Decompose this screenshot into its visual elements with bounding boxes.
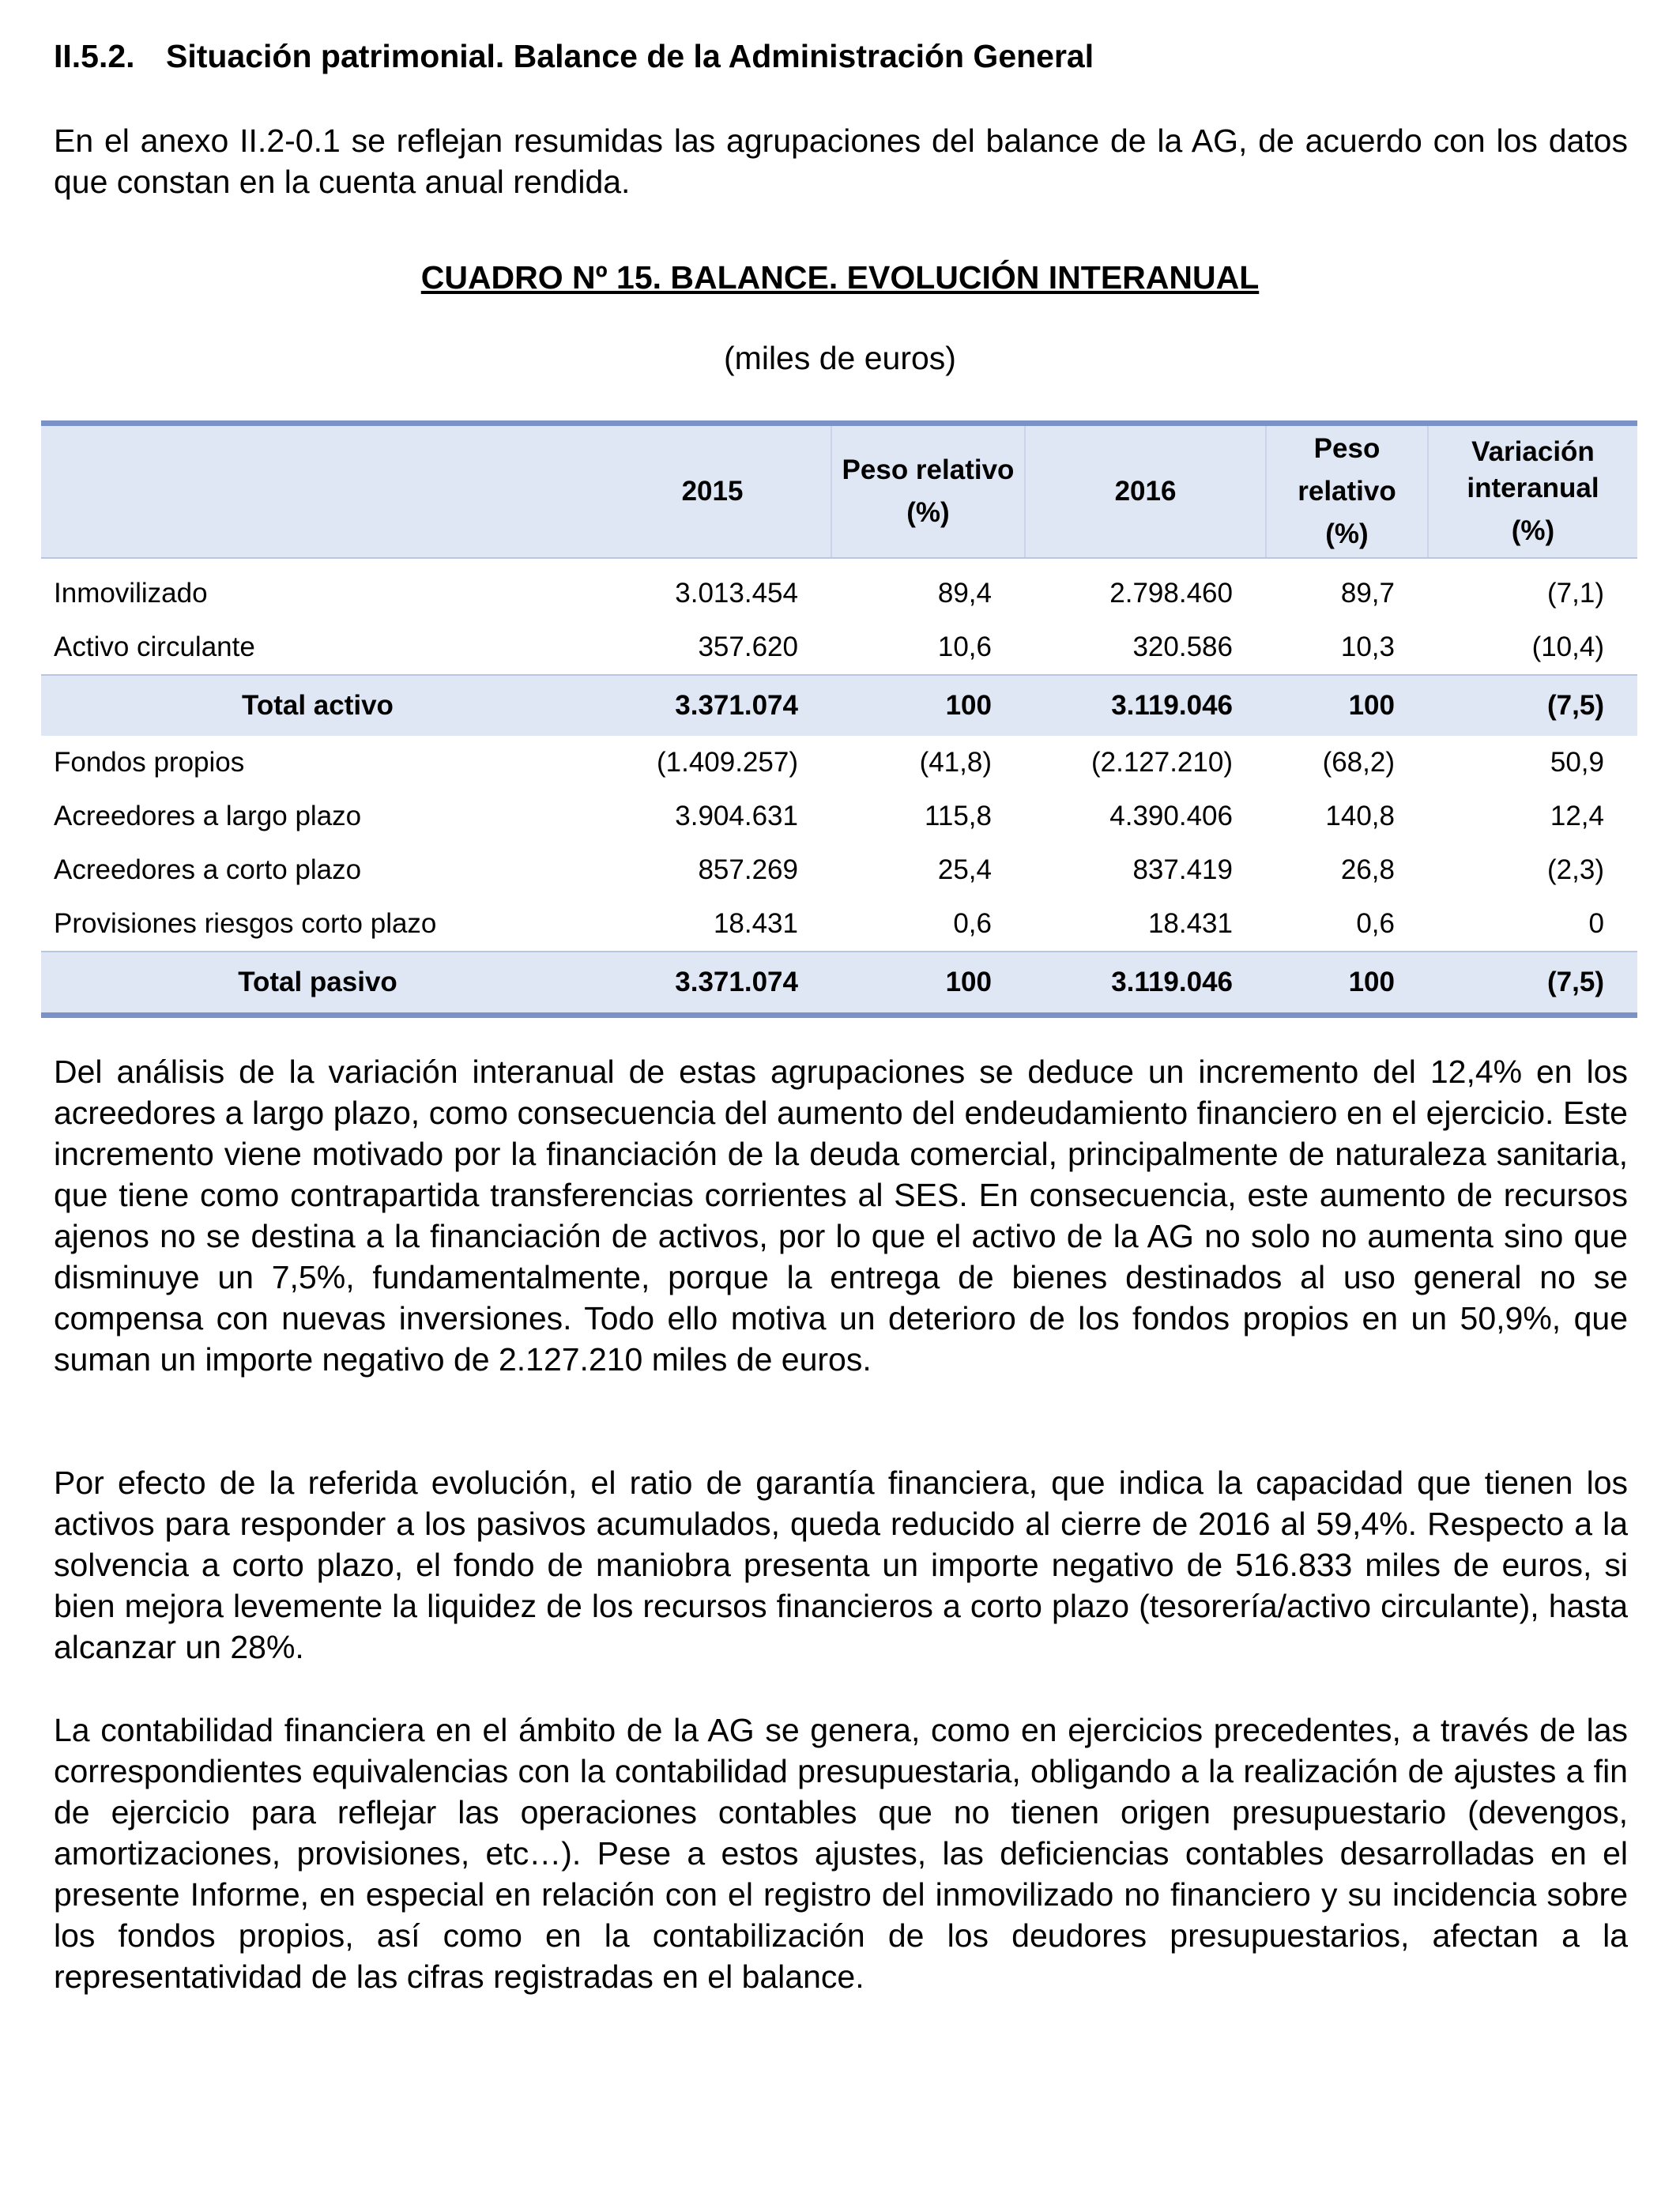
cell-value: 3.371.074 <box>594 952 831 1016</box>
table-header-row <box>41 424 1637 558</box>
cell-value: 10,6 <box>937 631 992 662</box>
cell-value: 3.371.074 <box>594 675 831 736</box>
cell-value: 10,3 <box>1340 631 1395 662</box>
header-peso-2015 <box>831 424 1025 558</box>
cell-value: (1.409.257) <box>656 746 798 778</box>
table-row <box>41 790 1637 843</box>
cell-value: 4.390.406 <box>1109 800 1233 831</box>
header-line: interanual <box>1467 472 1599 503</box>
header-2015: 2015 <box>594 424 831 558</box>
table-row-total-activo <box>41 675 1637 736</box>
cell-value: 26,8 <box>1340 854 1395 885</box>
balance-table <box>41 420 1637 1018</box>
cell-value: 837.419 <box>1132 854 1233 885</box>
header-empty <box>41 424 594 558</box>
row-label: Acreedores a largo plazo <box>54 800 362 831</box>
header-2016: 2016 <box>1025 424 1266 558</box>
cell-value: 3.013.454 <box>675 577 798 609</box>
table-row <box>41 843 1637 897</box>
table-row <box>41 897 1637 952</box>
section-number: II.5.2. <box>54 38 135 74</box>
header-line: Peso relativo <box>1298 432 1396 507</box>
table-title: CUADRO Nº 15. BALANCE. EVOLUCIÓN INTERANUAL <box>420 259 1260 296</box>
section-heading <box>54 38 1094 75</box>
cell-value: 89,4 <box>937 577 992 609</box>
body-paragraph-1: Del análisis de la variación interanual de estas agrupaciones se deduce un incremento del 12,4% en los acreedores a largo plazo, como consecuencia del aumento del endeudamiento financiero en el ejercicio. Este incremento viene motivado por la financiación de la deuda comercial, principalmente de naturaleza sanitaria, que tiene como contrapartida transferencias corrientes al SES. En consecuencia, este aumento de recursos ajenos no se destina a la financiación de activos, por lo que el activo de la AG no solo no aumenta sino que disminuye un 7,5%, fundamentalmente, porque la entrega de bienes destinados al uso general no se compensa con nuevas inversiones. Todo ello motiva un deterioro de los fondos propios en un 50,9%, que suman un importe negativo de 2.127.210 miles de euros. <box>54 1054 1628 1378</box>
cell-value: (68,2) <box>1322 746 1395 778</box>
cell-value: 140,8 <box>1325 800 1395 831</box>
cell-value: 12,4 <box>1550 800 1604 831</box>
header-line: (%) <box>906 496 950 528</box>
row-label: Activo circulante <box>54 631 255 662</box>
header-line: Variación <box>1471 435 1595 467</box>
row-label: Total pasivo <box>41 952 594 1016</box>
cell-value: 100 <box>831 952 1025 1016</box>
cell-value: 3.119.046 <box>1025 675 1266 736</box>
cell-value: 25,4 <box>937 854 992 885</box>
cell-value: 100 <box>1266 952 1428 1016</box>
body-paragraph-3: La contabilidad financiera en el ámbito de la AG se genera, como en ejercicios precedentes, a través de las correspondientes equivalencias con la contabilidad presupuestaria, obligando a la realización de ajustes a fin de ejercicio para reflejar las operaciones contables que no tienen origen presupuestario (devengos, amortizaciones, provisiones, etc…). Pese a estos ajustes, las deficiencias contables desarrolladas en el presente Informe, en especial en relación con el registro del inmovilizado no financiero y su incidencia sobre los fondos propios, así como en la contabilización de los deudores presupuestarios, afectan a la representatividad de las cifras registradas en el balance. <box>54 1712 1628 1995</box>
table-row <box>41 736 1637 790</box>
cell-value: 50,9 <box>1550 746 1604 778</box>
cell-value: (10,4) <box>1531 631 1604 662</box>
cell-value: (7,5) <box>1428 952 1637 1016</box>
cell-value: (7,5) <box>1428 675 1637 736</box>
row-label: Inmovilizado <box>54 577 208 609</box>
body-paragraph-2: Por efecto de la referida evolución, el ratio de garantía financiera, que indica la capacidad que tienen los activos para responder a los pasivos acumulados, queda reducido al cierre de 2016 al 59,4%. Respecto a la solvencia a corto plazo, el fondo de maniobra presenta un importe negativo de 516.833 miles de euros, si bien mejora levemente la liquidez de los recursos financieros a corto plazo (tesorería/activo circulante), hasta alcanzar un 28%. <box>54 1465 1628 1665</box>
header-peso-2016 <box>1266 424 1428 558</box>
cell-value: 357.620 <box>698 631 798 662</box>
intro-paragraph: En el anexo II.2-0.1 se reflejan resumidas las agrupaciones del balance de la AG, de acuerdo con los datos que constan en la cuenta anual rendida. <box>54 123 1628 200</box>
header-line: Peso relativo <box>842 454 1015 485</box>
cell-value: 18.431 <box>713 907 798 939</box>
cell-value: (2,3) <box>1547 854 1604 885</box>
cell-value: (2.127.210) <box>1090 746 1233 778</box>
header-line: (%) <box>1325 518 1369 549</box>
cell-value: 320.586 <box>1132 631 1233 662</box>
cell-value: 0 <box>1588 907 1604 939</box>
cell-value: 857.269 <box>698 854 798 885</box>
header-line: (%) <box>1511 515 1555 546</box>
table-row <box>41 558 1637 620</box>
cell-value: 100 <box>1266 675 1428 736</box>
cell-value: 3.904.631 <box>675 800 798 831</box>
header-variacion <box>1428 424 1637 558</box>
cell-value: 3.119.046 <box>1025 952 1266 1016</box>
row-label: Fondos propios <box>54 746 245 778</box>
cell-value: 89,7 <box>1340 577 1395 609</box>
row-label: Total activo <box>41 675 594 736</box>
row-label: Acreedores a corto plazo <box>54 854 362 885</box>
table-row <box>41 620 1637 675</box>
cell-value: 100 <box>831 675 1025 736</box>
table-row-total-pasivo <box>41 952 1637 1016</box>
cell-value: 0,6 <box>953 907 992 939</box>
cell-value: (41,8) <box>919 746 992 778</box>
cell-value: 0,6 <box>1356 907 1395 939</box>
section-title: Situación patrimonial. Balance de la Administración General <box>166 38 1094 74</box>
cell-value: 115,8 <box>925 800 992 831</box>
row-label: Provisiones riesgos corto plazo <box>54 907 437 939</box>
table-units: (miles de euros) <box>724 340 956 376</box>
cell-value: (7,1) <box>1547 577 1604 609</box>
cell-value: 18.431 <box>1147 907 1233 939</box>
cell-value: 2.798.460 <box>1109 577 1233 609</box>
